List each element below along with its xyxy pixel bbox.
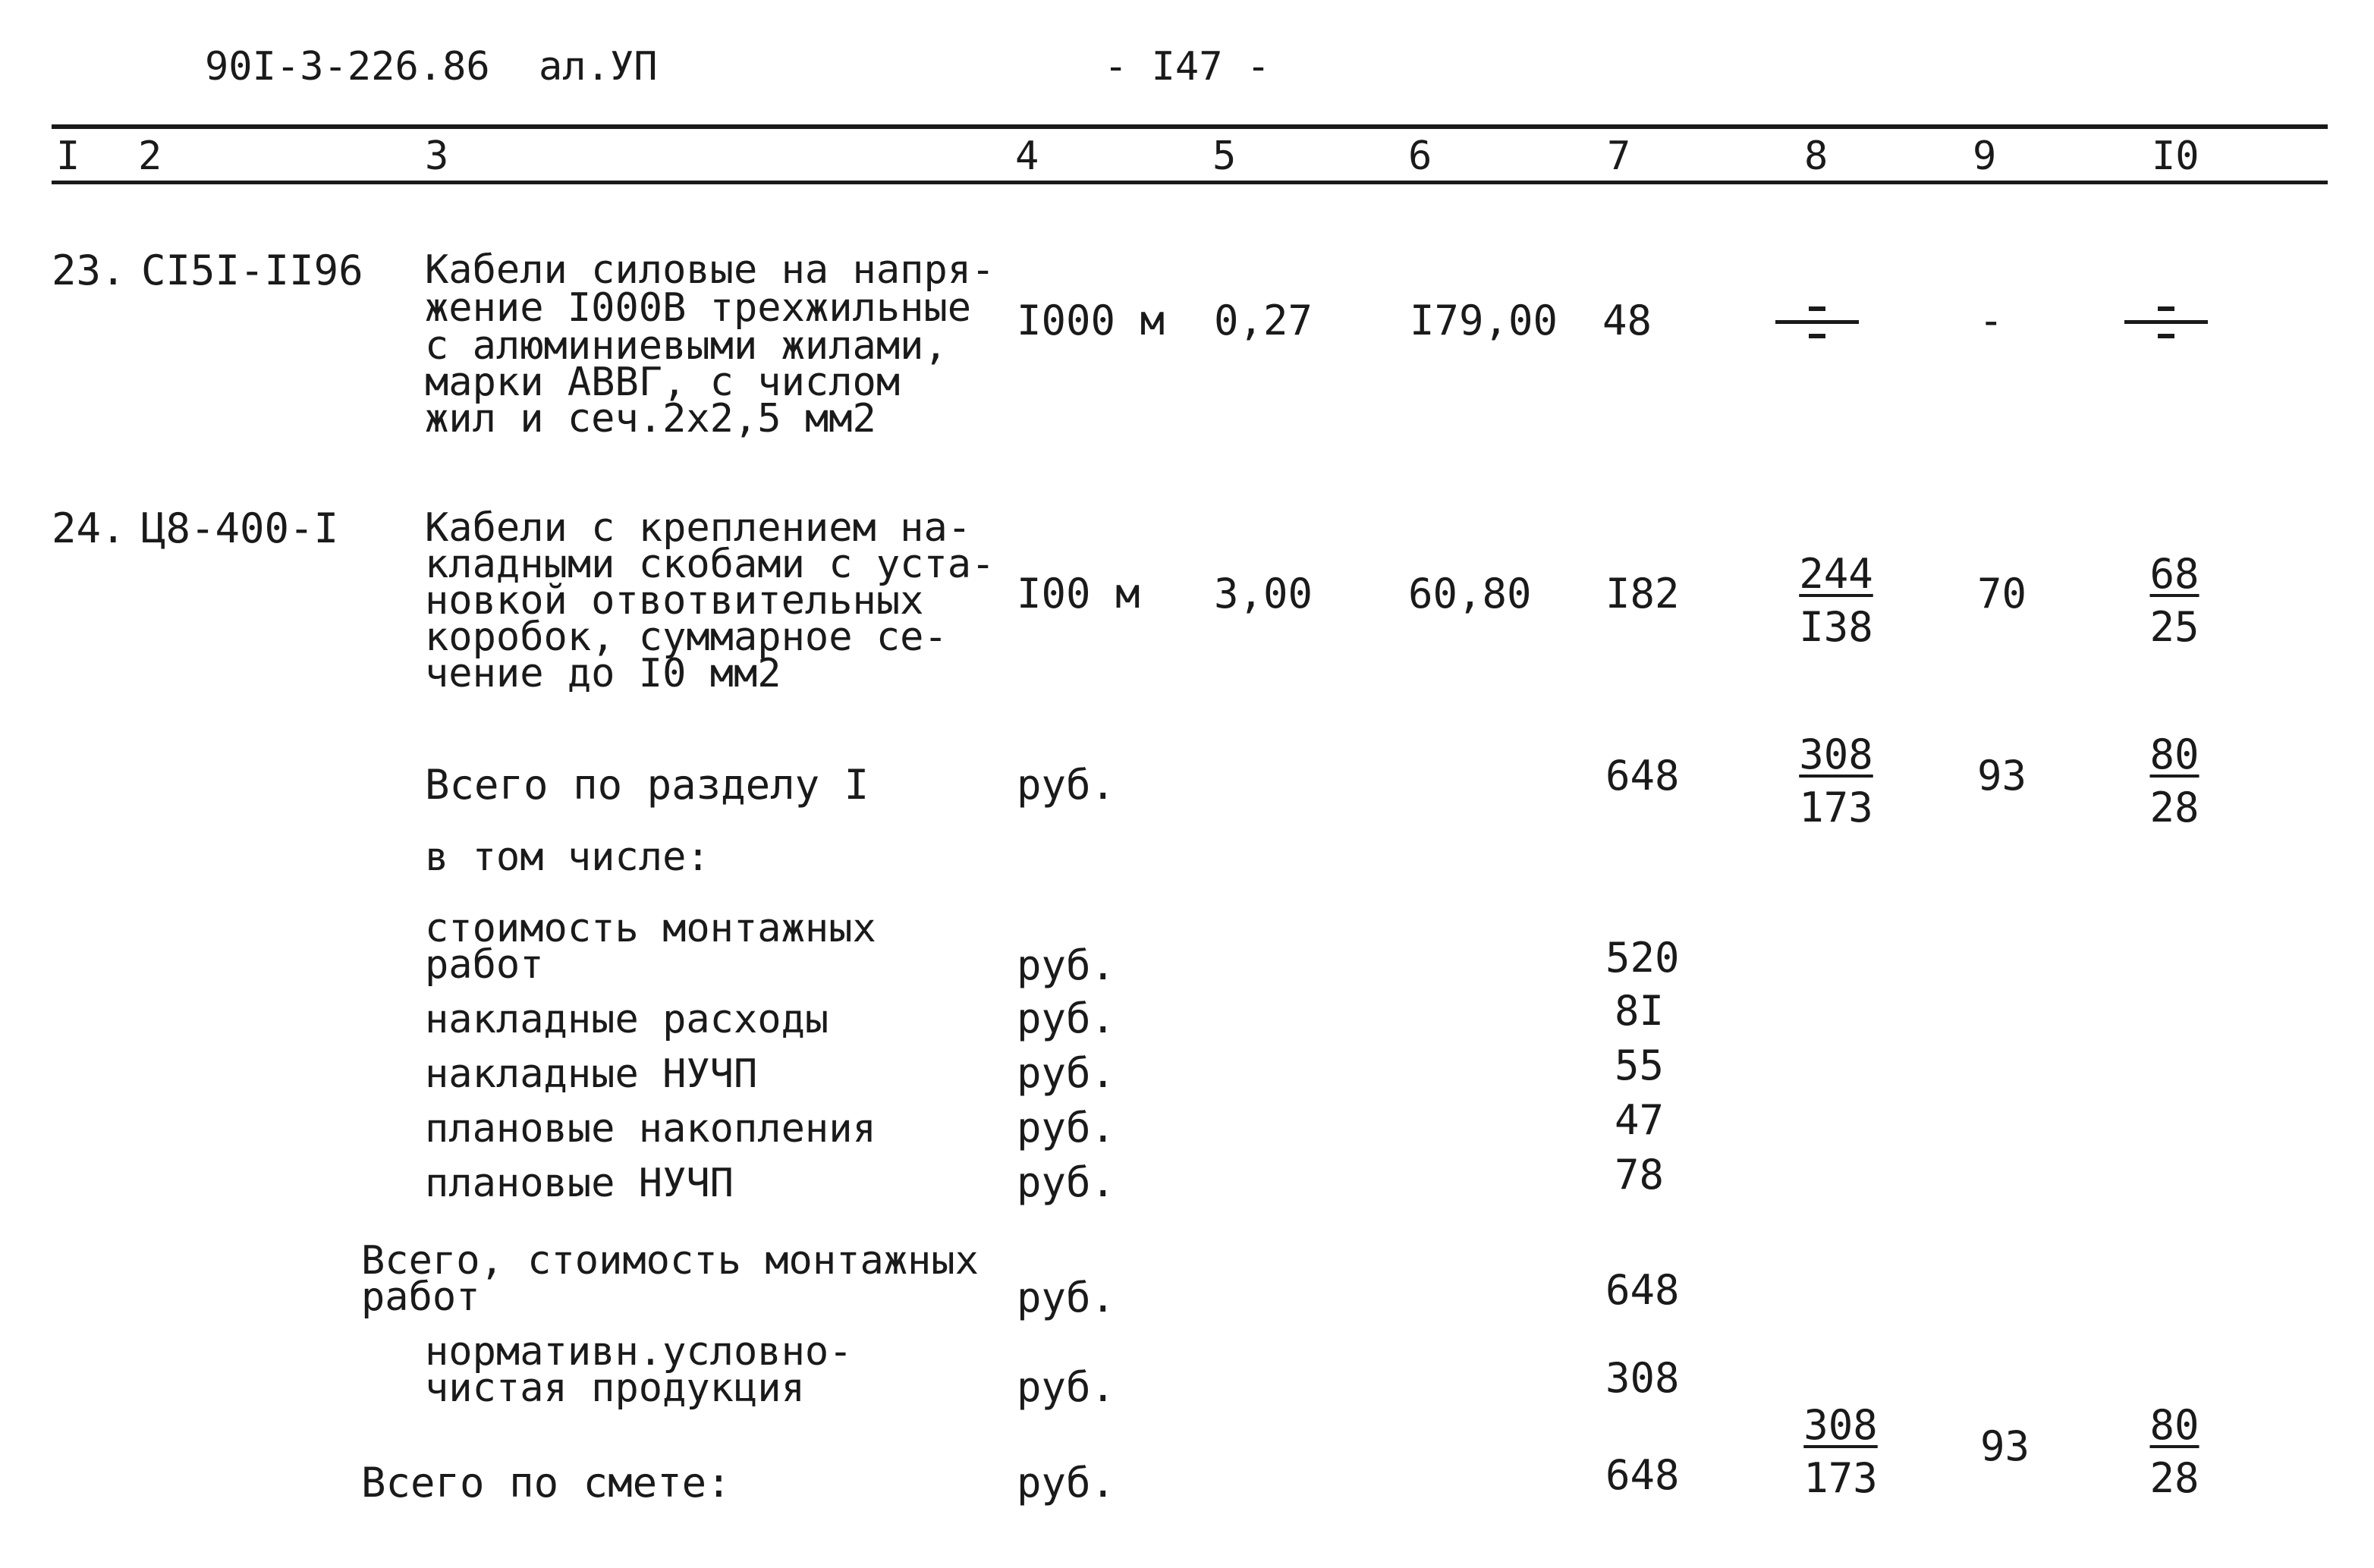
normative-label: нормативн.условно- [425,1329,853,1375]
breakdown-label: накладные расходы [425,997,829,1042]
document-code: 90I-3-226.86 [205,44,490,90]
col-header-7: 7 [1607,134,1631,179]
breakdown-unit: руб. [1017,1049,1116,1097]
breakdown-value: 8I [1615,987,1665,1035]
estimate-total-col9: 93 [1980,1422,2030,1470]
breakdown-label: работ [425,942,544,988]
installation-total-label: Всего, стоимость монтажных [361,1238,979,1284]
item-description-line: новкой отвотвительных [425,578,924,624]
col-header-3: 3 [425,134,449,179]
breakdown-unit: руб. [1017,941,1116,989]
normative-label: чистая продукция [425,1365,805,1411]
item-description-line: Кабели с креплением на- [425,505,972,551]
section-total-value: 648 [1605,752,1680,800]
item-description-line: жил и сеч.2х2,5 мм2 [425,396,876,441]
item-quantity: 0,27 [1214,297,1313,344]
col-header-2: 2 [138,134,162,179]
item-description-line: жение I000В трехжильные [425,285,972,331]
breakdown-unit: руб. [1017,1158,1116,1206]
estimate-total-unit: руб. [1017,1459,1116,1507]
including-label: в том числе: [425,834,710,880]
col-header-10: I0 [2152,134,2199,179]
item-description-line: Кабели силовые на напря- [425,247,995,293]
installation-total-label: работ [361,1274,480,1320]
item-total: 48 [1602,297,1652,344]
col-header-6: 6 [1408,134,1432,179]
header-top-rule [52,124,2328,129]
normative-unit: руб. [1017,1363,1116,1411]
item-number: 23. [52,247,126,294]
breakdown-unit: руб. [1017,1104,1116,1152]
fraction-value: $\frac{80}{28}$ [2149,731,2199,831]
section-total-label: Всего по разделу I [425,761,869,809]
estimate-total-label: Всего по смете: [361,1459,731,1507]
breakdown-label: плановые НУЧП [425,1161,734,1206]
breakdown-value: 55 [1615,1042,1665,1089]
item-code: CI5I-II96 [141,247,363,294]
album-label: ал.УП [539,44,658,90]
page-number: - I47 - [1104,44,1271,90]
breakdown-label: накладные НУЧП [425,1051,758,1097]
breakdown-value: 78 [1615,1151,1665,1199]
item-description-line: чение до I0 мм2 [425,651,781,696]
ditto-mark [1775,299,1859,344]
breakdown-label: стоимость монтажных [425,906,876,951]
item-unit-price: 60,80 [1408,570,1532,617]
item-quantity: 3,00 [1214,570,1313,617]
col-header-8: 8 [1804,134,1828,179]
item-code: Ц8-400-I [141,504,339,552]
col-header-4: 4 [1015,134,1039,179]
breakdown-label: плановые накопления [425,1106,876,1152]
item-total: I82 [1605,570,1680,617]
item-number: 24. [52,504,126,552]
item-description-line: с алюминиевыми жилами, [425,323,948,369]
installation-total-value: 648 [1605,1266,1680,1314]
item-description-line: кладными скобами с уста- [425,542,995,587]
ditto-mark [2124,299,2208,344]
col-header-5: 5 [1212,134,1237,179]
breakdown-unit: руб. [1017,995,1116,1042]
item-col9: 70 [1977,570,2027,617]
fraction-value: $\frac{308}{173}$ [1803,1401,1878,1502]
item-description-line: марки АВВГ, с числом [425,360,901,405]
item-col9: - [1979,297,2004,344]
estimate-total-value: 648 [1605,1451,1680,1499]
col-header-1: I [56,134,80,179]
section-total-unit: руб. [1017,761,1116,809]
fraction-value: $\frac{308}{173}$ [1799,731,1873,831]
breakdown-value: 47 [1615,1096,1665,1144]
item-description-line: коробок, суммарное се- [425,614,948,660]
section-total-col9: 93 [1977,752,2027,800]
item-unit: I00 м [1017,570,1140,617]
breakdown-value: 520 [1605,934,1680,982]
normative-value: 308 [1605,1354,1680,1402]
header-bottom-rule [52,181,2328,184]
fraction-value: $\frac{244}{I38}$ [1799,550,1873,651]
installation-total-unit: руб. [1017,1274,1116,1321]
col-header-9: 9 [1973,134,1997,179]
item-unit-price: I79,00 [1410,297,1558,344]
item-unit: I000 м [1017,297,1165,344]
fraction-value: $\frac{68}{25}$ [2149,550,2199,651]
fraction-value: $\frac{80}{28}$ [2149,1401,2199,1502]
